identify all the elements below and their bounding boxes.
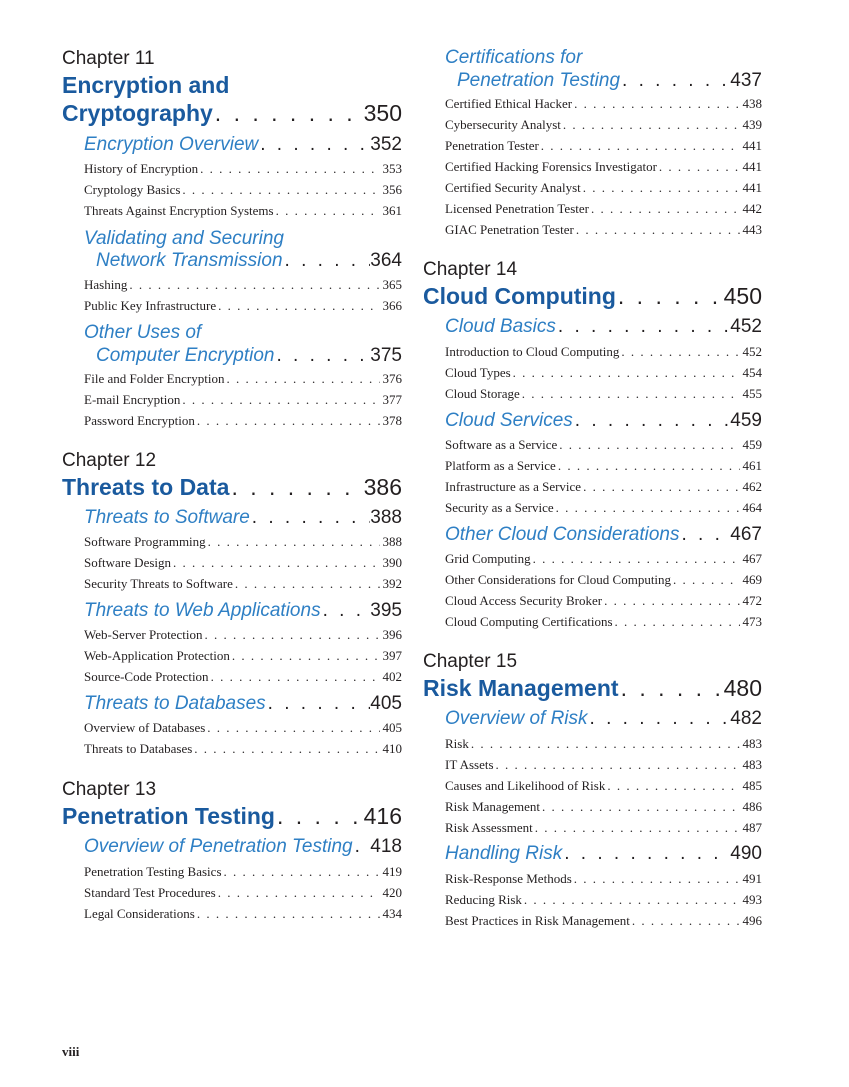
entry-title: Public Key Infrastructure xyxy=(84,298,217,313)
page-number: 366 xyxy=(382,298,402,313)
entry-title: Software as a Service xyxy=(445,437,558,452)
entry-title: Hashing xyxy=(84,277,128,292)
chapter-title-entry[interactable] xyxy=(62,802,402,830)
page-number: 491 xyxy=(742,871,762,886)
page-number: 416 xyxy=(363,803,402,829)
entry-title: Penetration Testing Basics xyxy=(84,864,222,879)
page-number: 472 xyxy=(742,593,762,608)
page-number: 388 xyxy=(370,507,402,528)
page-number: 402 xyxy=(382,669,402,684)
dot-leader xyxy=(619,343,740,360)
page-number: 405 xyxy=(370,693,402,714)
dot-leader xyxy=(216,884,380,901)
dot-leader xyxy=(127,276,380,293)
entry-title: GIAC Penetration Tester xyxy=(445,222,574,237)
toc-entry[interactable] xyxy=(84,391,402,408)
entry-title: Reducing Risk xyxy=(445,892,522,907)
section-title[interactable] xyxy=(457,69,762,93)
dot-leader xyxy=(209,668,380,685)
page-number: 350 xyxy=(363,100,402,126)
page-number: 395 xyxy=(370,600,402,621)
page-number: 364 xyxy=(370,250,402,271)
dot-leader xyxy=(531,550,740,567)
entry-title: Threats to Data xyxy=(62,474,230,500)
page-number: 487 xyxy=(742,820,762,835)
entry-title: Cloud Access Security Broker xyxy=(445,593,603,608)
toc-entry[interactable] xyxy=(445,891,762,908)
page-number: 356 xyxy=(382,182,402,197)
entry-title: Cloud Computing Certifications xyxy=(445,614,613,629)
chapter-title-text: Cryptography xyxy=(62,100,213,126)
toc-entry[interactable] xyxy=(84,740,402,757)
page-number: 486 xyxy=(742,799,762,814)
entry-title: Threats to Databases xyxy=(84,693,266,714)
page-number: 377 xyxy=(382,392,402,407)
entry-title: Network Transmission xyxy=(96,250,283,271)
dot-leader xyxy=(195,905,380,922)
dot-leader xyxy=(581,179,740,196)
page-number: 353 xyxy=(382,161,402,176)
entry-title: Risk-Response Methods xyxy=(445,871,572,886)
entry-title: Certified Hacking Forensics Investigator xyxy=(445,159,657,174)
chapter-label: Chapter 15 xyxy=(423,651,518,672)
chapter-title[interactable] xyxy=(62,71,402,99)
toc-entry[interactable] xyxy=(84,297,402,314)
entry-title: Handling Risk xyxy=(445,843,563,864)
toc-entry[interactable] xyxy=(445,221,762,238)
page-number: 361 xyxy=(382,203,402,218)
chapter-label: Chapter 12 xyxy=(62,450,157,471)
page-number: 378 xyxy=(382,413,402,428)
dot-leader xyxy=(589,200,740,217)
page-number: 441 xyxy=(742,180,762,195)
dot-leader xyxy=(205,719,380,736)
toc-entry[interactable] xyxy=(445,179,762,196)
page-number: 459 xyxy=(742,437,762,452)
toc-entry[interactable] xyxy=(445,571,762,588)
page-number: 365 xyxy=(382,277,402,292)
entry-title: File and Folder Encryption xyxy=(84,371,225,386)
toc-entry[interactable] xyxy=(84,533,402,550)
entry-title: Certified Ethical Hacker xyxy=(445,96,573,111)
dot-leader xyxy=(180,181,380,198)
entry-title: Source-Code Protection xyxy=(84,669,209,684)
toc-entry[interactable] xyxy=(445,798,762,815)
page-number: 459 xyxy=(730,410,762,431)
dot-leader xyxy=(206,533,380,550)
dot-leader xyxy=(533,819,740,836)
toc-entry[interactable] xyxy=(445,158,762,175)
toc-entry[interactable] xyxy=(445,200,762,217)
entry-title: Other Cloud Considerations xyxy=(445,524,680,545)
toc-entry[interactable] xyxy=(84,202,402,219)
section-title[interactable] xyxy=(445,315,762,339)
entry-title: Penetration Tester xyxy=(445,138,539,153)
dot-leader xyxy=(613,613,740,630)
page-number: 438 xyxy=(742,96,762,111)
toc-entry[interactable] xyxy=(445,613,762,630)
page-number: 461 xyxy=(742,458,762,473)
toc-entry[interactable] xyxy=(445,592,762,609)
entry-title: Grid Computing xyxy=(445,551,531,566)
entry-title: Other Considerations for Cloud Computing xyxy=(445,572,672,587)
section-title[interactable] xyxy=(84,599,402,623)
page-number: 464 xyxy=(742,500,762,515)
page-number: 483 xyxy=(742,757,762,772)
section-title[interactable] xyxy=(96,344,402,368)
section-title[interactable] xyxy=(445,707,762,731)
section-title[interactable] xyxy=(445,523,762,547)
dot-leader xyxy=(353,835,371,859)
entry-title: Threats to Databases xyxy=(84,741,193,756)
entry-title: Overview of Penetration Testing xyxy=(84,836,353,857)
dot-leader xyxy=(605,777,740,794)
page-number: 388 xyxy=(382,534,402,549)
dot-leader xyxy=(266,692,371,716)
toc-entry[interactable] xyxy=(445,777,762,794)
dot-leader xyxy=(180,391,380,408)
chapter-title-entry[interactable] xyxy=(62,99,402,127)
page-folio: viii xyxy=(62,1044,80,1059)
page-number: 375 xyxy=(370,345,402,366)
entry-title: Web-Server Protection xyxy=(84,627,203,642)
entry-title: Best Practices in Risk Management xyxy=(445,913,630,928)
page-number: 485 xyxy=(742,778,762,793)
toc-entry[interactable] xyxy=(445,137,762,154)
dot-leader xyxy=(671,571,740,588)
dot-leader xyxy=(679,523,730,547)
section-title[interactable] xyxy=(84,133,402,157)
entry-title: Cloud Basics xyxy=(445,316,556,337)
page-number: 443 xyxy=(742,222,762,237)
toc-entry[interactable] xyxy=(84,905,402,922)
dot-leader xyxy=(224,370,380,387)
entry-title: History of Encryption xyxy=(84,161,199,176)
entry-title: Standard Test Procedures xyxy=(84,885,216,900)
toc-entry[interactable] xyxy=(445,436,762,453)
dot-leader xyxy=(230,647,380,664)
page-number: 496 xyxy=(742,913,762,928)
page-number: 462 xyxy=(742,479,762,494)
entry-title: Introduction to Cloud Computing xyxy=(445,344,620,359)
entry-title: Password Encryption xyxy=(84,413,195,428)
entry-title: Causes and Likelihood of Risk xyxy=(445,778,606,793)
section-title[interactable] xyxy=(445,842,762,866)
page-number: 397 xyxy=(382,648,402,663)
section-title[interactable] xyxy=(445,409,762,433)
entry-title: Penetration Testing xyxy=(62,803,275,829)
toc-entry[interactable] xyxy=(445,756,762,773)
page-number: 467 xyxy=(730,524,762,545)
page-number: 442 xyxy=(742,201,762,216)
entry-title: Software Programming xyxy=(84,534,206,549)
chapter-label: Chapter 11 xyxy=(62,48,155,69)
dot-leader xyxy=(216,297,380,314)
section-title[interactable] xyxy=(84,506,402,530)
section-title-line1[interactable]: Other Uses of xyxy=(84,322,202,343)
dot-leader xyxy=(321,599,371,623)
toc-entry[interactable] xyxy=(445,116,762,133)
toc-entry[interactable] xyxy=(84,276,402,293)
dot-leader xyxy=(574,221,740,238)
toc-entry[interactable] xyxy=(445,550,762,567)
entry-title: Web-Application Protection xyxy=(84,648,230,663)
page-number: 469 xyxy=(742,572,762,587)
toc-entry[interactable] xyxy=(445,819,762,836)
dot-leader xyxy=(561,116,740,133)
dot-leader xyxy=(556,457,740,474)
page-number: 437 xyxy=(730,70,762,91)
entry-title: Licensed Penetration Tester xyxy=(445,201,589,216)
page-number: 467 xyxy=(742,551,762,566)
dot-leader xyxy=(616,282,724,310)
toc-entry[interactable] xyxy=(84,647,402,664)
dot-leader xyxy=(520,385,740,402)
dot-leader xyxy=(620,69,730,93)
dot-leader xyxy=(274,202,380,219)
dot-leader xyxy=(494,756,740,773)
page-number: 420 xyxy=(382,885,402,900)
page-number: 483 xyxy=(742,736,762,751)
dot-leader xyxy=(274,344,370,368)
chapter-title-entry[interactable] xyxy=(423,282,762,310)
dot-leader xyxy=(630,912,740,929)
dot-leader xyxy=(469,735,740,752)
page-number: 390 xyxy=(382,555,402,570)
section-title-line1[interactable]: Certifications for xyxy=(445,47,583,68)
page-number: 439 xyxy=(742,117,762,132)
page-number: 473 xyxy=(742,614,762,629)
dot-leader xyxy=(602,592,740,609)
toc-entry[interactable] xyxy=(84,668,402,685)
entry-title: Security Threats to Software xyxy=(84,576,233,591)
dot-leader xyxy=(573,409,731,433)
entry-title: Encryption and xyxy=(62,72,230,98)
toc-entry[interactable] xyxy=(84,884,402,901)
toc-entry[interactable] xyxy=(84,370,402,387)
toc-entry[interactable] xyxy=(84,160,402,177)
entry-title: Risk xyxy=(445,736,469,751)
toc-entry[interactable] xyxy=(445,912,762,929)
page-number: 493 xyxy=(742,892,762,907)
dot-leader xyxy=(198,160,380,177)
entry-title: Threats to Software xyxy=(84,507,250,528)
page-number: 454 xyxy=(742,365,762,380)
toc-entry[interactable] xyxy=(445,735,762,752)
toc-entry[interactable] xyxy=(445,95,762,112)
entry-title: IT Assets xyxy=(445,757,494,772)
page-number: 441 xyxy=(742,138,762,153)
toc-entry[interactable] xyxy=(445,499,762,516)
chapter-title-entry[interactable] xyxy=(62,473,402,501)
page-number: 418 xyxy=(370,836,402,857)
toc-entry[interactable] xyxy=(445,385,762,402)
entry-title: Penetration Testing xyxy=(457,70,621,91)
page-number: 480 xyxy=(723,675,762,701)
toc-entry[interactable] xyxy=(445,870,762,887)
entry-title: Overview of Databases xyxy=(84,720,206,735)
chapter-label: Chapter 14 xyxy=(423,259,518,280)
page-number: 405 xyxy=(382,720,402,735)
page-number: 410 xyxy=(382,741,402,756)
entry-title: Risk Assessment xyxy=(445,820,533,835)
dot-leader xyxy=(522,891,740,908)
entry-title: Legal Considerations xyxy=(84,906,195,921)
entry-title: Computer Encryption xyxy=(96,345,275,366)
dot-leader xyxy=(557,436,740,453)
entry-title: Software Design xyxy=(84,555,172,570)
toc-entry[interactable] xyxy=(445,364,762,381)
entry-title: Cloud Storage xyxy=(445,386,520,401)
dot-leader xyxy=(233,575,380,592)
dot-leader xyxy=(556,315,730,339)
page-number: 386 xyxy=(363,474,402,500)
toc-entry[interactable] xyxy=(445,478,762,495)
dot-leader xyxy=(657,158,740,175)
chapter-title-entry[interactable] xyxy=(423,674,762,702)
dot-leader xyxy=(171,554,380,571)
page-number: 352 xyxy=(370,134,402,155)
entry-title: Cloud Computing xyxy=(423,283,616,309)
dot-leader xyxy=(572,95,740,112)
section-title-line1[interactable]: Validating and Securing xyxy=(84,228,284,249)
page-number: 376 xyxy=(382,371,402,386)
dot-leader xyxy=(213,99,364,127)
dot-leader xyxy=(202,626,380,643)
toc-entry[interactable] xyxy=(84,626,402,643)
toc-entry[interactable] xyxy=(84,181,402,198)
dot-leader xyxy=(540,798,740,815)
dot-leader xyxy=(539,137,740,154)
page-number: 441 xyxy=(742,159,762,174)
toc-entry[interactable] xyxy=(84,719,402,736)
dot-leader xyxy=(192,740,380,757)
page-number: 434 xyxy=(382,906,402,921)
chapter-label: Chapter 13 xyxy=(62,779,157,800)
dot-leader xyxy=(229,473,363,501)
dot-leader xyxy=(511,364,740,381)
page-number: 396 xyxy=(382,627,402,642)
entry-title: Threats to Web Applications xyxy=(84,600,321,621)
dot-leader xyxy=(250,506,371,530)
entry-title: Certified Security Analyst xyxy=(445,180,581,195)
dot-leader xyxy=(572,870,740,887)
entry-title: Infrastructure as a Service xyxy=(445,479,582,494)
entry-title: Security as a Service xyxy=(445,500,554,515)
entry-title: Overview of Risk xyxy=(445,708,588,729)
section-title[interactable] xyxy=(96,249,402,273)
page-number: 490 xyxy=(730,843,762,864)
entry-title: Platform as a Service xyxy=(445,458,556,473)
entry-title: E-mail Encryption xyxy=(84,392,181,407)
dot-leader xyxy=(222,863,381,880)
page-number: 450 xyxy=(723,283,762,309)
dot-leader xyxy=(258,133,370,157)
toc-entry[interactable] xyxy=(84,575,402,592)
toc-entry[interactable] xyxy=(445,343,762,360)
entry-title: Risk Management xyxy=(423,675,619,701)
entry-title: Cloud Types xyxy=(445,365,511,380)
dot-leader xyxy=(588,707,731,731)
page-number: 455 xyxy=(742,386,762,401)
page-number: 482 xyxy=(730,708,762,729)
dot-leader xyxy=(554,499,740,516)
page-number: 452 xyxy=(742,344,762,359)
entry-title: Cloud Services xyxy=(445,410,573,431)
section-title[interactable] xyxy=(84,835,402,859)
toc-entry[interactable] xyxy=(84,554,402,571)
toc-entry[interactable] xyxy=(445,457,762,474)
entry-title: Risk Management xyxy=(445,799,540,814)
page-number: 452 xyxy=(730,316,762,337)
entry-title: Encryption Overview xyxy=(84,134,259,155)
dot-leader xyxy=(275,802,364,830)
entry-title: Cybersecurity Analyst xyxy=(445,117,561,132)
entry-title: Threats Against Encryption Systems xyxy=(84,203,274,218)
page-number: 419 xyxy=(382,864,402,879)
dot-leader xyxy=(562,842,730,866)
dot-leader xyxy=(581,478,740,495)
entry-title: Cryptology Basics xyxy=(84,182,181,197)
section-title[interactable] xyxy=(84,692,402,716)
dot-leader xyxy=(619,674,724,702)
toc-entry[interactable] xyxy=(84,863,402,880)
toc-entry[interactable] xyxy=(84,412,402,429)
dot-leader xyxy=(283,249,371,273)
page-number: 392 xyxy=(382,576,402,591)
dot-leader xyxy=(195,412,380,429)
